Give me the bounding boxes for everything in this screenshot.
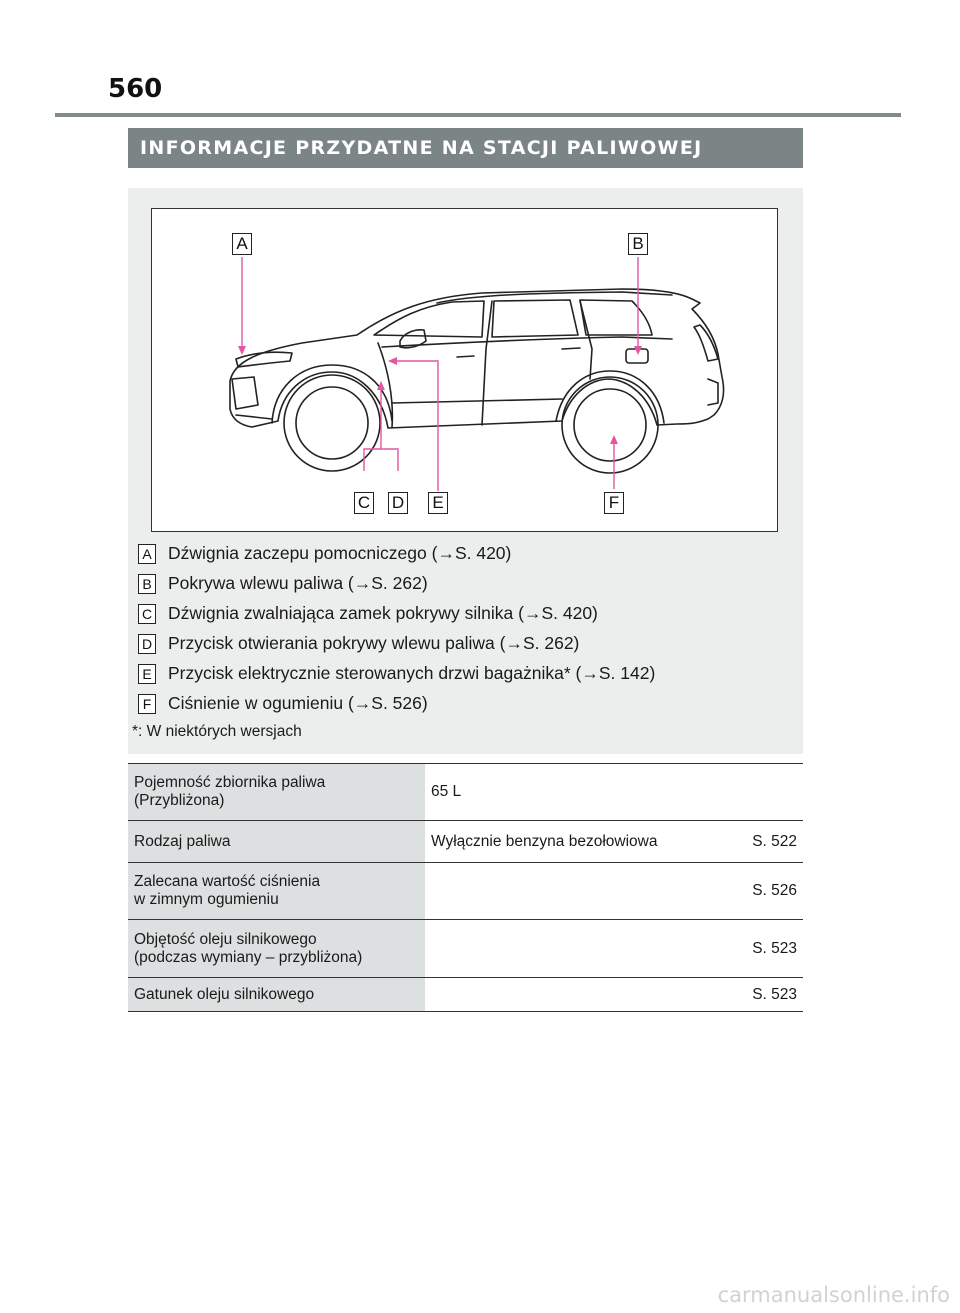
row-label-line-2: (podczas wymiany – przybliżona) <box>134 948 363 966</box>
table-row <box>128 978 803 1012</box>
page-reference: S. 526 <box>752 882 797 899</box>
row-value-text: Wyłącznie benzyna bezołowiowa <box>431 832 658 850</box>
legend-text: Dźwignia zaczepu pomocniczego (→S. 420) <box>168 543 512 563</box>
callout-label-f: F <box>604 492 624 514</box>
legend-item <box>138 664 798 694</box>
legend-text: Dźwignia zwalniająca zamek pokrywy silnika (→S. 420) <box>168 603 598 623</box>
info-panel <box>128 188 803 754</box>
row-value <box>425 764 803 821</box>
row-value <box>425 863 803 920</box>
callout-label-d: D <box>388 492 408 514</box>
fuel-spec-table <box>128 763 803 1012</box>
watermark-text: carmanualsonline.info <box>717 1283 950 1307</box>
front-rim <box>296 387 368 459</box>
row-label-line-2: w zimnym ogumieniu <box>134 891 279 908</box>
row-label-line-1: Pojemność zbiornika paliwa <box>134 774 326 791</box>
legend-badge: C <box>138 604 156 624</box>
legend-item <box>138 544 798 574</box>
front-grille <box>232 377 258 409</box>
row-label-line-1: Zalecana wartość ciśnienia <box>134 873 321 890</box>
legend-text: Ciśnienie w ogumieniu (→S. 526) <box>168 693 428 713</box>
rear-tire <box>562 377 658 473</box>
row-label-line-1: Gatunek oleju silnikowego <box>134 985 315 1003</box>
car-body-outline <box>230 289 724 428</box>
callout-label-c: C <box>354 492 374 514</box>
row-value <box>425 978 803 1012</box>
row-label-line-1: Rodzaj paliwa <box>134 832 231 850</box>
row-label <box>128 978 425 1012</box>
table-row <box>128 863 803 920</box>
legend-list <box>138 544 798 724</box>
page-number: 560 <box>108 74 163 104</box>
legend-badge: A <box>138 544 156 564</box>
legend-item <box>138 634 798 664</box>
row-value <box>425 821 803 863</box>
front-window <box>374 301 484 337</box>
table-row <box>128 920 803 978</box>
row-value <box>425 920 803 978</box>
legend-badge: F <box>138 694 156 714</box>
callout-label-a: A <box>232 233 252 255</box>
callout-arrowheads <box>238 346 642 444</box>
footnote: *: W niektórych wersjach <box>132 723 302 740</box>
legend-badge: D <box>138 634 156 654</box>
suv-side-view-drawing <box>152 209 779 533</box>
headlight <box>236 352 292 367</box>
section-title: INFORMACJE PRZYDATNE NA STACJI PALIWOWEJ <box>128 128 803 168</box>
legend-item <box>138 574 798 604</box>
car-illustration <box>151 208 778 532</box>
middle-window <box>492 300 578 337</box>
legend-text: Pokrywa wlewu paliwa (→S. 262) <box>168 573 428 593</box>
legend-item <box>138 694 798 724</box>
table-row <box>128 821 803 863</box>
row-label <box>128 920 425 978</box>
callout-label-b: B <box>628 233 648 255</box>
legend-text: Przycisk elektrycznie sterowanych drzwi bagażnika* (→S. 142) <box>168 663 656 683</box>
legend-badge: B <box>138 574 156 594</box>
table-row <box>128 764 803 821</box>
callout-label-e: E <box>428 492 448 514</box>
page-reference: S. 523 <box>752 939 797 957</box>
rear-window <box>580 300 652 335</box>
page-reference: S. 522 <box>752 832 797 850</box>
row-label <box>128 821 425 863</box>
legend-badge: E <box>138 664 156 684</box>
row-value-text: 65 L <box>431 783 462 800</box>
row-label <box>128 863 425 920</box>
front-tire <box>284 375 380 471</box>
legend-text: Przycisk otwierania pokrywy wlewu paliwa (→S. 262) <box>168 633 580 653</box>
rear-rim <box>574 389 646 461</box>
row-label-line-1: Objętość oleju silnikowego <box>134 930 317 948</box>
row-label <box>128 764 425 821</box>
top-rule <box>55 113 901 117</box>
row-label-line-2: (Przybliżona) <box>134 792 225 809</box>
legend-item <box>138 604 798 634</box>
page-reference: S. 523 <box>752 985 797 1003</box>
